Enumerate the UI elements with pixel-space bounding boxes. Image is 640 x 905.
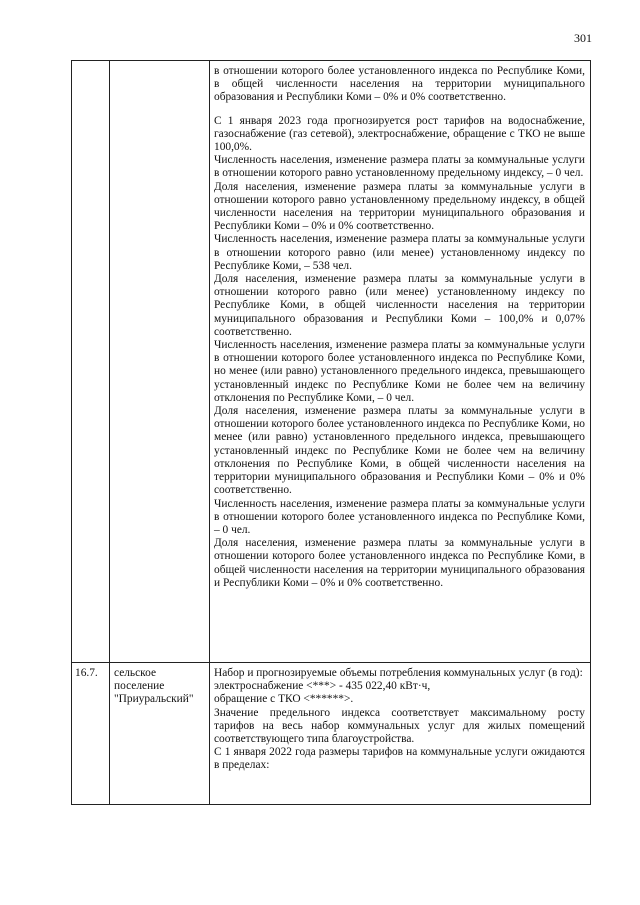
paragraph: Численность населения, изменение размера платы за коммунальные услуги в отношении которого равно установленному предельному индексу, – 0 чел.	[214, 154, 585, 180]
paragraph: С 1 января 2023 года прогнозируется рост тарифов на водоснабжение, газоснабжение (газ сетевой), электроснабжение, обращение с ТКО не выше 100,0%.	[214, 114, 585, 154]
settlement-name-cell	[110, 61, 210, 663]
settlement-name-cell	[110, 663, 210, 805]
settlement-name	[110, 61, 209, 69]
paragraph: Доля населения, изменение размера платы за коммунальные услуги в отношении которого более установленного индекса по Республике Коми, но менее (или равно) установленного предельного индекса, превышающего установленный индекс по Республике Коми не более чем на величину отклонения по Республике Коми, в общей численности населения на территории муниципального образования и Республики Коми – 0% и 0% соответственно.	[214, 405, 585, 497]
row-number	[72, 61, 109, 69]
document-table	[71, 60, 591, 805]
paragraph: Доля населения, изменение размера платы за коммунальные услуги в отношении которого равно (или менее) установленному индексу по Республике Коми, в общей численности населения на территории муниципального образования и Республики Коми – 100,0% и 0,07% соответственно.	[214, 273, 585, 338]
table-row	[72, 663, 591, 805]
paragraph: Доля населения, изменение размера платы за коммунальные услуги в отношении которого более установленного индекса по Республике Коми, в общей численности населения на территории муниципального образования и Республики Коми – 0% и 0% соответственно.	[214, 537, 585, 589]
settlement-name: сельское поселение "Приуральский"	[114, 667, 194, 706]
paragraph: Набор и прогнозируемые объемы потребления коммунальных услуг (в год):	[214, 667, 583, 679]
paragraph: Доля населения, изменение размера платы за коммунальные услуги в отношении которого равно установленному предельному индексу, в общей численности населения на территории муниципального образования и Республики Коми – 0% и 0% соответственно.	[214, 180, 585, 233]
paragraph: Численность населения, изменение размера платы за коммунальные услуги в отношении которого более установленного индекса по Республике Коми, но менее (или равно) установленного предельного индекса, превышающего установленный индекс по Республике Коми не более чем на величину отклонения по Республике Коми, – 0 чел.	[214, 339, 585, 404]
page-number: 301	[574, 31, 592, 45]
description-cell	[210, 663, 591, 805]
paragraph: в отношении которого более установленного индекса по Республике Коми, в общей численности населения на территории муниципального образования и Республики Коми – 0% и 0% соответственно.	[214, 65, 585, 104]
paragraph: Численность населения, изменение размера платы за коммунальные услуги в отношении которого равно (или менее) установленному индексу по Республике Коми, – 538 чел.	[214, 233, 585, 272]
description-cell	[210, 61, 591, 663]
paragraph: Численность населения, изменение размера платы за коммунальные услуги в отношении которого более установленного индекса по Республике Коми, – 0 чел.	[214, 497, 585, 536]
paragraph: обращение с ТКО <******>.	[214, 693, 354, 706]
paragraph: С 1 января 2022 года размеры тарифов на коммунальные услуги ожидаются в пределах:	[214, 746, 585, 772]
table-row	[72, 61, 591, 663]
paragraph: Значение предельного индекса соответствует максимальному росту тарифов на весь набор коммунальных услуг для жилых помещений соответствующего типа благоустройства.	[214, 706, 585, 746]
row-number-cell	[72, 663, 110, 805]
paragraph: электроснабжение <***> - 435 022,40 кВт·ч,	[214, 680, 431, 693]
row-number-cell	[72, 61, 110, 663]
row-number: 16.7.	[75, 667, 98, 679]
